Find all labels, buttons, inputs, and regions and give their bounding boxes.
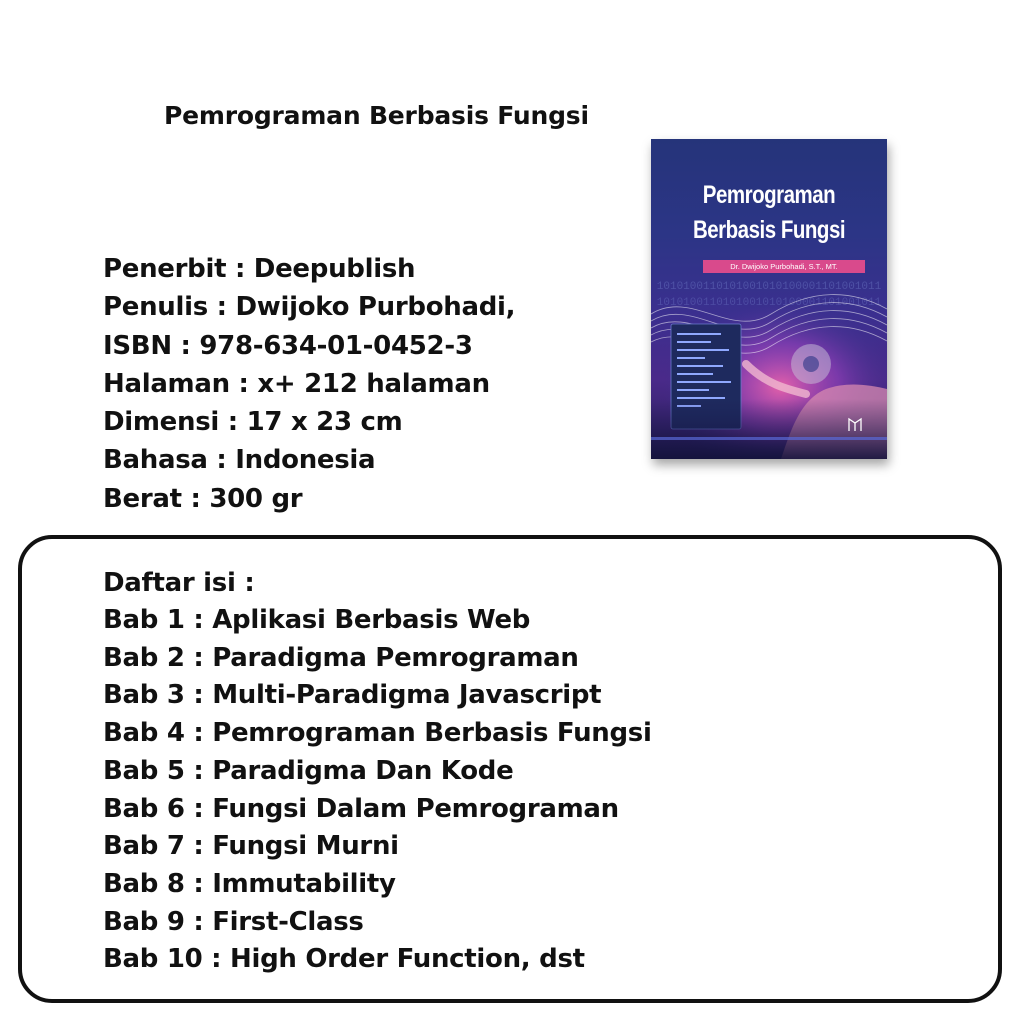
toc-item: Bab 7 : Fungsi Murni	[103, 831, 399, 862]
cover-title-line-2: Berbasis Fungsi	[692, 216, 846, 244]
book-cover-image	[651, 139, 887, 459]
book-specs	[103, 250, 515, 518]
toc-item: Bab 8 : Immutability	[103, 868, 396, 899]
toc-item: Bab 1 : Aplikasi Berbasis Web	[103, 605, 531, 635]
spec-language: Bahasa : Indonesia	[103, 445, 376, 476]
toc-item: Bab 3 : Multi-Paradigma Javascript	[103, 680, 602, 711]
cover-title-line-1: Pemrograman	[702, 181, 836, 209]
page-title: Pemrograman Berbasis Fungsi	[164, 101, 589, 130]
toc-heading: Daftar isi :	[103, 568, 255, 598]
spec-weight: Berat : 300 gr	[103, 483, 303, 514]
cover-binary-line: 1010100110101001010100001101001011	[656, 297, 882, 309]
toc-list	[103, 602, 652, 979]
cover-binary-line: 1010100110101001010100001101001011	[656, 281, 882, 293]
spec-author: Penulis : Dwijoko Purbohadi,	[103, 292, 516, 323]
toc-item: Bab 10 : High Order Function, dst	[103, 944, 585, 975]
cover-author-band: Dr. Dwijoko Purbohadi, S.T., MT.	[703, 260, 865, 273]
toc-item: Bab 9 : First-Class	[103, 906, 364, 937]
toc-item: Bab 5 : Paradigma Dan Kode	[103, 755, 514, 786]
spec-publisher: Penerbit : Deepublish	[103, 254, 416, 284]
toc-item: Bab 6 : Fungsi Dalam Pemrograman	[103, 793, 619, 824]
spec-dimensions: Dimensi : 17 x 23 cm	[103, 407, 403, 438]
toc-item: Bab 4 : Pemrograman Berbasis Fungsi	[103, 718, 652, 749]
spec-isbn: ISBN : 978-634-01-0452-3	[103, 330, 473, 361]
toc-item: Bab 2 : Paradigma Pemrograman	[103, 642, 579, 673]
spec-pages: Halaman : x+ 212 halaman	[103, 368, 490, 399]
